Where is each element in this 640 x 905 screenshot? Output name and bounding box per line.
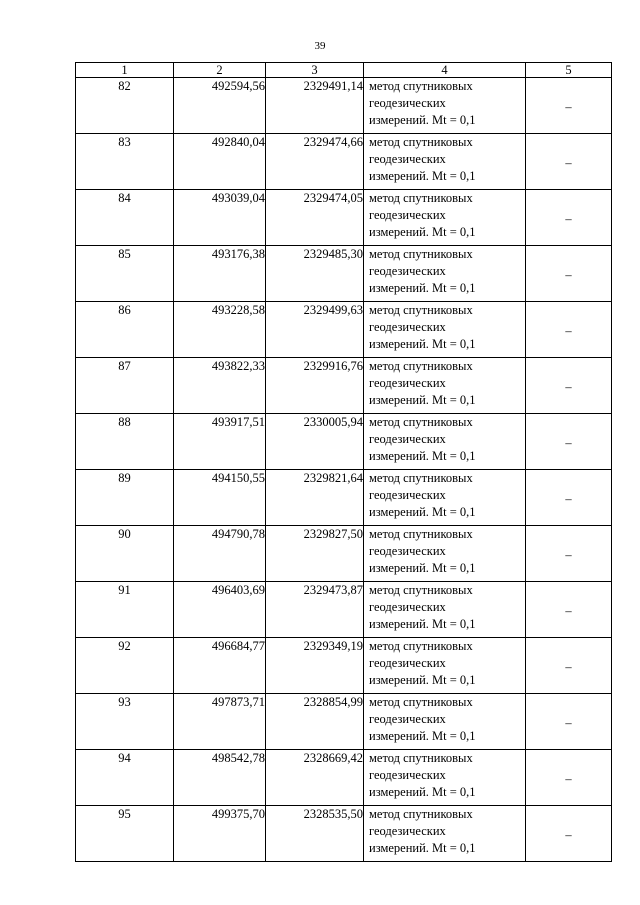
- note-cell: –: [526, 638, 612, 694]
- method-line-1: метод спутниковых: [369, 639, 473, 653]
- method-line-3: измерений. Mt = 0,1: [369, 617, 476, 631]
- y-coordinate: 2329491,14: [266, 78, 364, 134]
- y-coordinate: 2330005,94: [266, 414, 364, 470]
- y-coordinate: 2328535,50: [266, 806, 364, 862]
- method-line-3: измерений. Mt = 0,1: [369, 449, 476, 463]
- method-description: [364, 470, 526, 526]
- y-coordinate: 2329349,19: [266, 638, 364, 694]
- method-description: [364, 78, 526, 134]
- x-coordinate: 492840,04: [174, 134, 266, 190]
- note-cell: –: [526, 358, 612, 414]
- method-description: [364, 302, 526, 358]
- y-coordinate: 2329821,64: [266, 470, 364, 526]
- point-number: 89: [76, 470, 174, 526]
- point-number: 83: [76, 134, 174, 190]
- y-coordinate: 2329827,50: [266, 526, 364, 582]
- method-description: [364, 358, 526, 414]
- table-row: [76, 582, 612, 638]
- x-coordinate: 496403,69: [174, 582, 266, 638]
- table-row: [76, 470, 612, 526]
- note-cell: –: [526, 526, 612, 582]
- method-line-1: метод спутниковых: [369, 527, 473, 541]
- table-row: [76, 750, 612, 806]
- method-line-2: геодезических: [369, 320, 446, 334]
- method-line-1: метод спутниковых: [369, 135, 473, 149]
- table-header-row: [76, 63, 612, 78]
- table-row: [76, 302, 612, 358]
- note-cell: –: [526, 190, 612, 246]
- method-line-2: геодезических: [369, 488, 446, 502]
- point-number: 92: [76, 638, 174, 694]
- table-row: [76, 806, 612, 862]
- method-description: [364, 638, 526, 694]
- column-header-3: 3: [266, 63, 364, 78]
- method-line-2: геодезических: [369, 208, 446, 222]
- point-number: 85: [76, 246, 174, 302]
- table-row: [76, 638, 612, 694]
- method-line-2: геодезических: [369, 712, 446, 726]
- x-coordinate: 497873,71: [174, 694, 266, 750]
- method-description: [364, 134, 526, 190]
- method-line-2: геодезических: [369, 264, 446, 278]
- table-row: [76, 190, 612, 246]
- x-coordinate: 499375,70: [174, 806, 266, 862]
- method-line-3: измерений. Mt = 0,1: [369, 673, 476, 687]
- note-cell: –: [526, 750, 612, 806]
- method-line-1: метод спутниковых: [369, 807, 473, 821]
- x-coordinate: 494150,55: [174, 470, 266, 526]
- method-line-2: геодезических: [369, 824, 446, 838]
- y-coordinate: 2329473,87: [266, 582, 364, 638]
- method-line-3: измерений. Mt = 0,1: [369, 841, 476, 855]
- method-line-1: метод спутниковых: [369, 471, 473, 485]
- table-row: [76, 414, 612, 470]
- method-line-2: геодезических: [369, 432, 446, 446]
- point-number: 86: [76, 302, 174, 358]
- method-description: [364, 694, 526, 750]
- method-line-2: геодезических: [369, 544, 446, 558]
- note-cell: –: [526, 78, 612, 134]
- method-description: [364, 582, 526, 638]
- method-line-2: геодезических: [369, 600, 446, 614]
- method-line-1: метод спутниковых: [369, 303, 473, 317]
- method-description: [364, 190, 526, 246]
- method-line-3: измерений. Mt = 0,1: [369, 337, 476, 351]
- column-header-1: 1: [76, 63, 174, 78]
- x-coordinate: 493039,04: [174, 190, 266, 246]
- note-cell: –: [526, 806, 612, 862]
- column-header-4: 4: [364, 63, 526, 78]
- method-line-1: метод спутниковых: [369, 191, 473, 205]
- table-body: [76, 63, 612, 862]
- method-line-3: измерений. Mt = 0,1: [369, 281, 476, 295]
- x-coordinate: 492594,56: [174, 78, 266, 134]
- method-line-2: геодезических: [369, 768, 446, 782]
- point-number: 82: [76, 78, 174, 134]
- method-line-3: измерений. Mt = 0,1: [369, 729, 476, 743]
- method-description: [364, 806, 526, 862]
- coordinates-table: [75, 62, 612, 862]
- point-number: 84: [76, 190, 174, 246]
- method-line-1: метод спутниковых: [369, 359, 473, 373]
- point-number: 95: [76, 806, 174, 862]
- method-description: [364, 246, 526, 302]
- method-line-3: измерений. Mt = 0,1: [369, 785, 476, 799]
- x-coordinate: 493228,58: [174, 302, 266, 358]
- note-cell: –: [526, 694, 612, 750]
- point-number: 94: [76, 750, 174, 806]
- method-line-3: измерений. Mt = 0,1: [369, 169, 476, 183]
- note-cell: –: [526, 246, 612, 302]
- column-header-5: 5: [526, 63, 612, 78]
- method-line-3: измерений. Mt = 0,1: [369, 393, 476, 407]
- method-line-3: измерений. Mt = 0,1: [369, 225, 476, 239]
- point-number: 88: [76, 414, 174, 470]
- y-coordinate: 2328669,42: [266, 750, 364, 806]
- x-coordinate: 493917,51: [174, 414, 266, 470]
- method-description: [364, 414, 526, 470]
- method-line-2: геодезических: [369, 656, 446, 670]
- note-cell: –: [526, 302, 612, 358]
- x-coordinate: 493176,38: [174, 246, 266, 302]
- x-coordinate: 494790,78: [174, 526, 266, 582]
- y-coordinate: 2329474,66: [266, 134, 364, 190]
- note-cell: –: [526, 582, 612, 638]
- x-coordinate: 496684,77: [174, 638, 266, 694]
- x-coordinate: 498542,78: [174, 750, 266, 806]
- page-number: 39: [314, 40, 326, 52]
- method-line-3: измерений. Mt = 0,1: [369, 561, 476, 575]
- method-line-1: метод спутниковых: [369, 79, 473, 93]
- method-line-1: метод спутниковых: [369, 583, 473, 597]
- y-coordinate: 2329485,30: [266, 246, 364, 302]
- table-row: [76, 246, 612, 302]
- note-cell: –: [526, 134, 612, 190]
- method-line-2: геодезических: [369, 96, 446, 110]
- method-line-1: метод спутниковых: [369, 415, 473, 429]
- table-row: [76, 526, 612, 582]
- note-cell: –: [526, 414, 612, 470]
- table-row: [76, 694, 612, 750]
- method-description: [364, 750, 526, 806]
- point-number: 91: [76, 582, 174, 638]
- method-line-3: измерений. Mt = 0,1: [369, 113, 476, 127]
- point-number: 87: [76, 358, 174, 414]
- method-line-2: геодезических: [369, 376, 446, 390]
- y-coordinate: 2329474,05: [266, 190, 364, 246]
- x-coordinate: 493822,33: [174, 358, 266, 414]
- note-cell: –: [526, 470, 612, 526]
- method-line-1: метод спутниковых: [369, 247, 473, 261]
- table-row: [76, 134, 612, 190]
- method-line-1: метод спутниковых: [369, 695, 473, 709]
- y-coordinate: 2329499,63: [266, 302, 364, 358]
- method-line-1: метод спутниковых: [369, 751, 473, 765]
- method-line-3: измерений. Mt = 0,1: [369, 505, 476, 519]
- table-row: [76, 78, 612, 134]
- y-coordinate: 2328854,99: [266, 694, 364, 750]
- y-coordinate: 2329916,76: [266, 358, 364, 414]
- point-number: 90: [76, 526, 174, 582]
- column-header-2: 2: [174, 63, 266, 78]
- method-line-2: геодезических: [369, 152, 446, 166]
- table-row: [76, 358, 612, 414]
- point-number: 93: [76, 694, 174, 750]
- method-description: [364, 526, 526, 582]
